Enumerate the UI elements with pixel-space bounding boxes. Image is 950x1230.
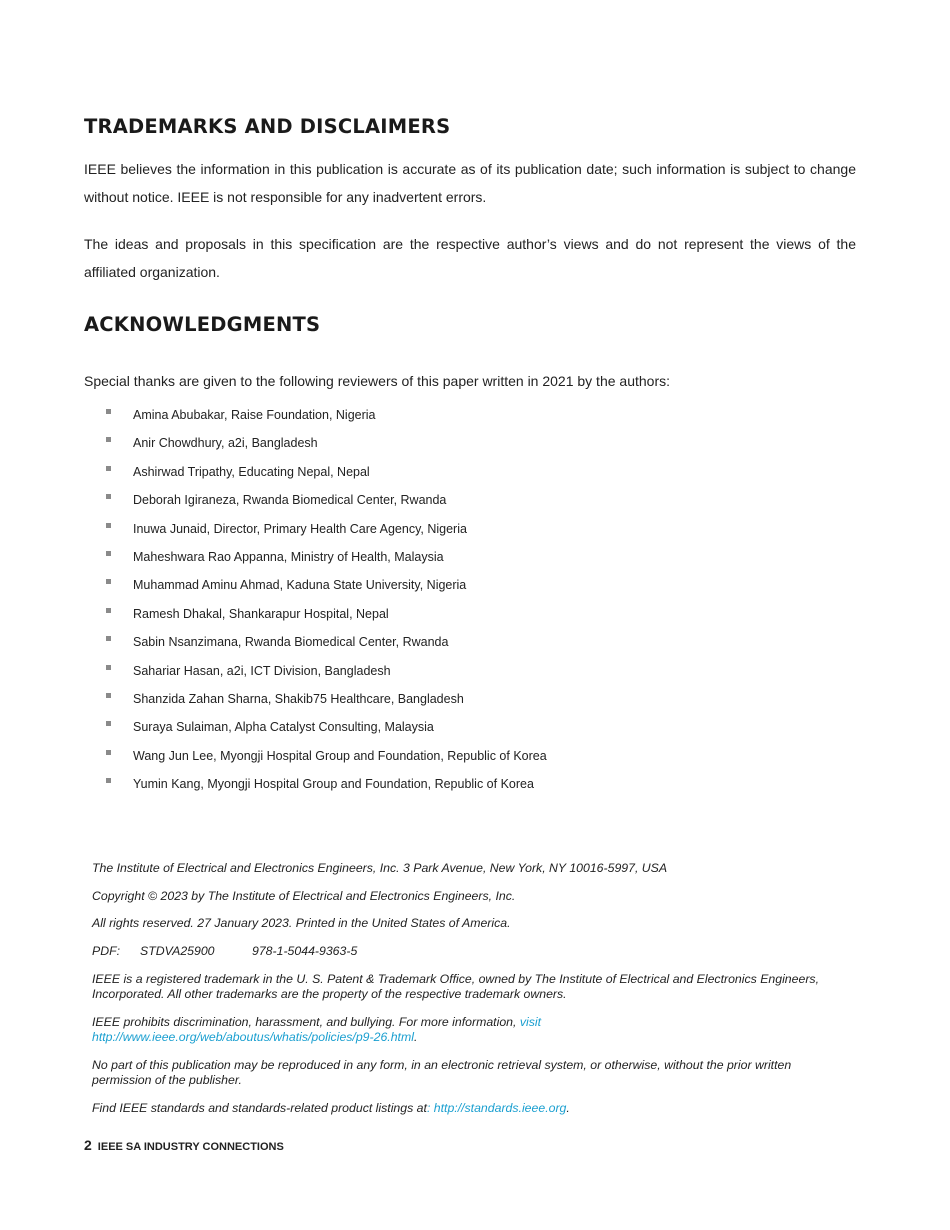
reviewer-name: Deborah Igiraneza, Rwanda Biomedical Center, Rwanda bbox=[133, 493, 447, 508]
reviewer-name: Sahariar Hasan, a2i, ICT Division, Bangladesh bbox=[133, 663, 391, 678]
bullet-icon bbox=[106, 750, 111, 755]
reviewer-name: Ashirwad Tripathy, Educating Nepal, Nepal bbox=[133, 464, 370, 479]
reviewer-name: Yumin Kang, Myongji Hospital Group and Foundation, Republic of Korea bbox=[133, 777, 534, 792]
bullet-icon bbox=[106, 437, 111, 442]
reviewer-list bbox=[84, 401, 547, 798]
address-line: The Institute of Electrical and Electronics Engineers, Inc. 3 Park Avenue, New York, NY 10016-5997, USA bbox=[92, 861, 668, 875]
list-item bbox=[84, 628, 547, 656]
pdf-line bbox=[92, 944, 852, 959]
reviewer-name: Shanzida Zahan Sharna, Shakib75 Healthcare, Bangladesh bbox=[133, 691, 464, 706]
bullet-icon bbox=[106, 579, 111, 584]
find-standards-line: Find IEEE standards and standards-related product listings at: http://standards.ieee.org. bbox=[92, 1101, 570, 1115]
list-item bbox=[84, 543, 547, 571]
reviewer-name: Muhammad Aminu Ahmad, Kaduna State University, Nigeria bbox=[133, 578, 467, 593]
standards-link[interactable]: : http://standards.ieee.org bbox=[426, 1101, 567, 1115]
trademarks-paragraph-2: The ideas and proposals in this specification are the respective author’s views and do not represent the views of the affiliated organization. bbox=[84, 236, 856, 280]
acknowledgments-heading: ACKNOWLEDGMENTS bbox=[84, 313, 321, 336]
list-item bbox=[84, 713, 547, 741]
bullet-icon bbox=[106, 494, 111, 499]
pdf-code: STDVA25900 bbox=[140, 944, 215, 958]
reviewer-name: Maheshwara Rao Appanna, Ministry of Health, Malaysia bbox=[133, 549, 444, 564]
bullet-icon bbox=[106, 551, 111, 556]
list-item bbox=[84, 571, 547, 599]
bullet-icon bbox=[106, 523, 111, 528]
page-number: 2 bbox=[84, 1137, 92, 1153]
pdf-label: PDF: bbox=[92, 944, 121, 958]
pdf-isbn: 978-1-5044-9363-5 bbox=[252, 944, 358, 958]
find-standards-text: Find IEEE standards and standards-related product listings at bbox=[92, 1101, 427, 1115]
list-item bbox=[84, 657, 547, 685]
trademark-notice: IEEE is a registered trademark in the U. S. Patent & Trademark Office, owned by The Institute of Electrical and Electronics Engineers, Incorporated. All other trademarks are the property of the respective trademark owners. bbox=[92, 972, 819, 1001]
discrimination-notice: IEEE prohibits discrimination, harassment, and bullying. For more information, visit http://www.ieee.org/web/aboutus/whatis/policies/p9-26.html. bbox=[92, 1015, 542, 1044]
bullet-icon bbox=[106, 693, 111, 698]
bullet-icon bbox=[106, 466, 111, 471]
bullet-icon bbox=[106, 665, 111, 670]
list-item bbox=[84, 429, 547, 457]
list-item bbox=[84, 515, 547, 543]
list-item bbox=[84, 401, 547, 429]
list-item bbox=[84, 742, 547, 770]
trademarks-heading: TRADEMARKS AND DISCLAIMERS bbox=[84, 115, 451, 138]
discrimination-text: IEEE prohibits discrimination, harassment, and bullying. For more information, bbox=[92, 1015, 517, 1029]
list-item bbox=[84, 770, 547, 798]
page-footer bbox=[84, 1137, 284, 1153]
reviewer-name: Suraya Sulaiman, Alpha Catalyst Consulting, Malaysia bbox=[133, 720, 434, 735]
reproduction-notice: No part of this publication may be reproduced in any form, in an electronic retrieval system, or otherwise, without the prior written permission of the publisher. bbox=[92, 1058, 792, 1087]
reviewer-name: Wang Jun Lee, Myongji Hospital Group and Foundation, Republic of Korea bbox=[133, 748, 547, 763]
acknowledgments-intro: Special thanks are given to the following reviewers of this paper written in 2021 by the authors: bbox=[84, 373, 670, 389]
reviewer-name: Sabin Nsanzimana, Rwanda Biomedical Center, Rwanda bbox=[133, 635, 449, 650]
bullet-icon bbox=[106, 636, 111, 641]
list-item bbox=[84, 458, 547, 486]
list-item bbox=[84, 600, 547, 628]
policy-link[interactable]: visit http://www.ieee.org/web/aboutus/whatis/policies/p9-26.html bbox=[92, 1015, 542, 1044]
copyright-line: Copyright © 2023 by The Institute of Electrical and Electronics Engineers, Inc. bbox=[92, 889, 516, 903]
reviewer-name: Inuwa Junaid, Director, Primary Health Care Agency, Nigeria bbox=[133, 521, 467, 536]
list-item bbox=[84, 486, 547, 514]
trademarks-paragraph-1: IEEE believes the information in this publication is accurate as of its publication date; such information is subject to change without notice. IEEE is not responsible for any inadvertent errors. bbox=[84, 161, 856, 205]
bullet-icon bbox=[106, 721, 111, 726]
bullet-icon bbox=[106, 409, 111, 414]
bullet-icon bbox=[106, 778, 111, 783]
list-item bbox=[84, 685, 547, 713]
reviewer-name: Ramesh Dhakal, Shankarapur Hospital, Nepal bbox=[133, 606, 389, 621]
rights-line: All rights reserved. 27 January 2023. Printed in the United States of America. bbox=[92, 916, 511, 930]
bullet-icon bbox=[106, 608, 111, 613]
series-label: IEEE SA INDUSTRY CONNECTIONS bbox=[97, 1141, 284, 1153]
reviewer-name: Amina Abubakar, Raise Foundation, Nigeria bbox=[133, 408, 376, 422]
reviewer-name: Anir Chowdhury, a2i, Bangladesh bbox=[133, 436, 318, 451]
